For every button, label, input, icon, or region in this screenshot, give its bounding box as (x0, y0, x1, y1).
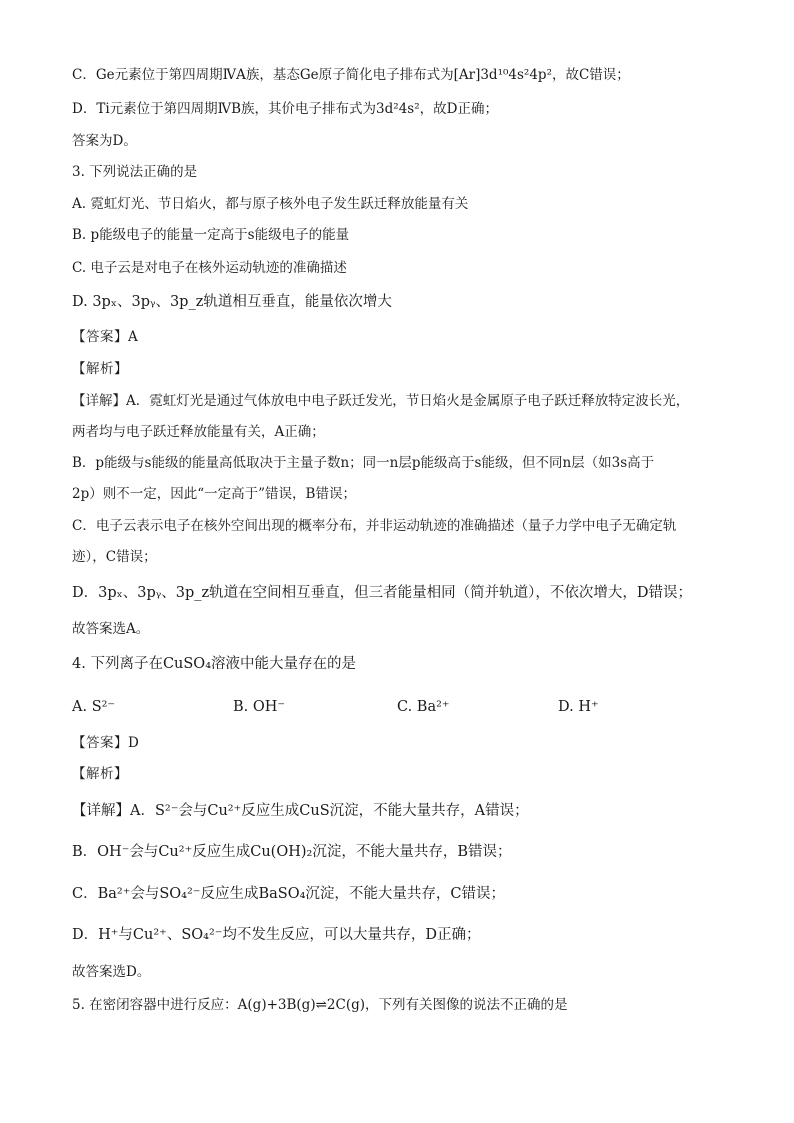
question-4-stem: 4. 下列离子在CuSO₄溶液中能大量存在的是 (72, 656, 357, 672)
question-4-answer: 【答案】D (72, 735, 140, 751)
question-5-stem: 5. 在密闭容器中进行反应：A(g)+3B(g)⇌2C(g)，下列有关图像的说法不正确的是 (72, 997, 568, 1013)
question-3-option-a: A. 霓虹灯光、节日焰火，都与原子核外电子发生跃迁释放能量有关 (72, 196, 469, 212)
question-4-option-a: A. S²⁻ (72, 699, 116, 715)
question-3-option-d: D. 3pₓ、3pᵧ、3p_z轨道相互垂直，能量依次增大 (72, 294, 392, 310)
question-4-detail-b: B．OH⁻会与Cu²⁺反应生成Cu(OH)₂沉淀，不能大量共存，B错误； (72, 844, 512, 860)
question-4-option-d: D. H⁺ (558, 699, 599, 715)
explanation-line-c: C．Ge元素位于第四周期ⅣA族，基态Ge原子简化电子排布式为[Ar]3d¹⁰4s²4p²，故C错误； (72, 67, 630, 83)
question-3-detail-b-line2: 2p）则不一定，因此“一定高于”错误，B错误； (72, 486, 356, 502)
question-3-analysis-heading: 【解析】 (72, 361, 128, 377)
question-3-detail-a-line2: 两者均与电子跃迁释放能量有关，A正确； (72, 424, 325, 440)
question-4-analysis-heading: 【解析】 (72, 766, 128, 782)
question-4-detail-d: D．H⁺与Cu²⁺、SO₄²⁻均不发生反应，可以大量共存，D正确； (72, 927, 481, 943)
question-4-conclusion: 故答案选D。 (72, 964, 151, 980)
question-3-option-b: B. p能级电子的能量一定高于s能级电子的能量 (72, 227, 350, 243)
question-3-detail-c-line1: C．电子云表示电子在核外空间出现的概率分布，并非运动轨迹的准确描述（量子力学中电子无确定轨 (72, 518, 677, 534)
question-4-detail-c: C．Ba²⁺会与SO₄²⁻反应生成BaSO₄沉淀，不能大量共存，C错误； (72, 886, 505, 902)
question-4-detail-a: 【详解】A．S²⁻会与Cu²⁺反应生成CuS沉淀，不能大量共存，A错误； (72, 803, 529, 819)
question-3-option-c: C. 电子云是对电子在核外运动轨迹的准确描述 (72, 260, 347, 276)
question-3-stem: 3. 下列说法正确的是 (72, 164, 198, 180)
answer-summary: 答案为D。 (72, 133, 137, 149)
question-4-option-c: C. Ba²⁺ (397, 699, 450, 715)
question-3-detail-c-line2: 迹），C错误； (72, 549, 157, 565)
question-3-conclusion: 故答案选A。 (72, 621, 150, 637)
question-3-answer: 【答案】A (72, 329, 139, 345)
question-4-option-b: B. OH⁻ (233, 699, 286, 715)
question-3-detail-a-line1: 【详解】A．霓虹灯光是通过气体放电中电子跃迁发光，节日焰火是金属原子电子跃迁释放特定波长光， (72, 393, 690, 409)
question-3-detail-b-line1: B．p能级与s能级的能量高低取决于主量子数n；同一n层p能级高于s能级，但不同n层（如3s高于 (72, 455, 655, 471)
question-3-detail-d: D．3pₓ、3pᵧ、3p_z轨道在空间相互垂直，但三者能量相同（简并轨道），不依次增大，D错误； (72, 585, 693, 601)
explanation-line-d: D．Ti元素位于第四周期ⅣB族，其价电子排布式为3d²4s²，故D正确； (72, 101, 498, 117)
